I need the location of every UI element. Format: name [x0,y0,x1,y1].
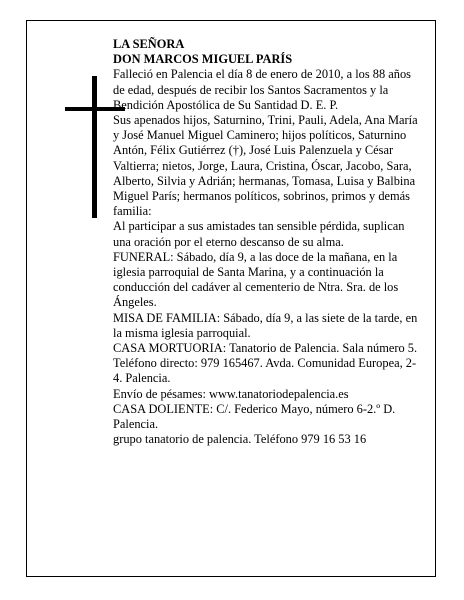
funeral-details: FUNERAL: Sábado, día 9, a las doce de la mañana, en la iglesia parroquial de Santa Marina, y a continuación la conducción del cadáver al cementerio de Ntra. Sra. de los Ángeles. [113,249,399,310]
family-mass-details: MISA DE FAMILIA: Sábado, día 9, a las siete de la tarde, en la misma iglesia parroquial. [113,310,418,340]
notice-title-line-2: DON MARCOS MIGUEL PARÍS [113,52,293,67]
prayer-request: Al participar a sus amistades tan sensible pérdida, suplican una oración por el eterno descanso de su alma. [113,219,405,249]
condolences-website: Envío de pésames: www.tanatoriodepalencia.es [113,386,349,401]
funeral-home-contact: grupo tanatorio de palencia. Teléfono 979 16 53 16 [113,432,367,447]
death-announcement: Falleció en Palencia el día 8 de enero de 2010, a los 88 años de edad, después de recibir los Santos Sacramentos y la Bendición Apostólica de Su Santidad D. E. P. [113,67,411,112]
cross-vertical-bar [92,76,97,218]
notice-title-line-1: LA SEÑORA [113,37,185,51]
mortuary-details: CASA MORTUORIA: Tanatorio de Palencia. Sala número 5. Teléfono directo: 979 165467. Avda. Comunidad Europea, 2-4. Palencia. [113,341,418,386]
notice-text [113,37,419,447]
mourning-home-address: CASA DOLIENTE: C/. Federico Mayo, número 6-2.º D. Palencia. [113,401,396,432]
family-list: Sus apenados hijos, Saturnino, Trini, Pauli, Adela, Ana María y José Manuel Miguel Caminero; hijos políticos, Saturnino Antón, Félix Gutiérrez (†), José Luis Palenzuela y César Valtierra; nietos, Jorge, Laura, Cristina, Óscar, Jacobo, Sara, Alberto, Silvia y Adrián; hermanas, Tomasa, Luisa y Balbina Miguel París; hermanos políticos, sobrinos, primos y demás familia: [113,113,418,219]
